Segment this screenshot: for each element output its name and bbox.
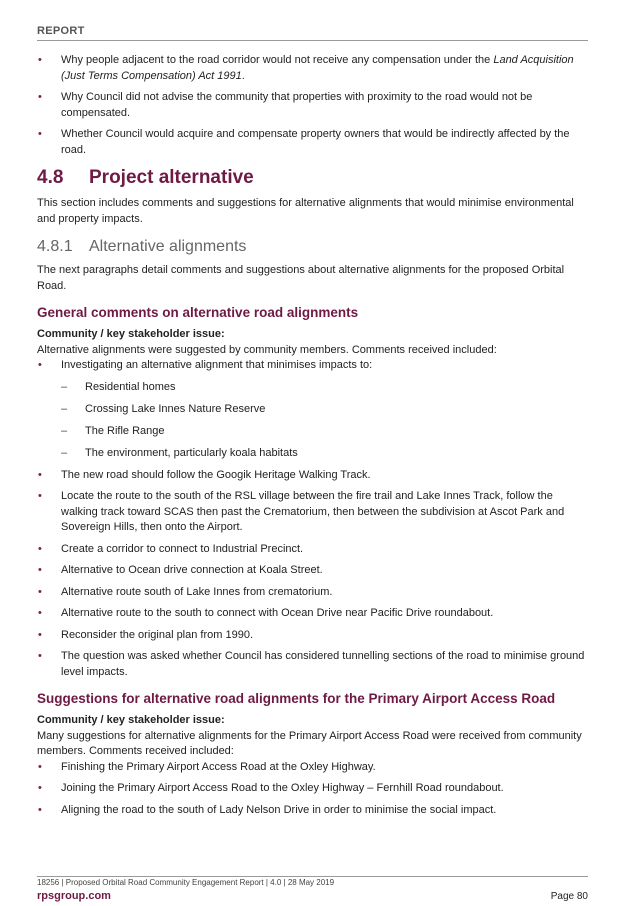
act-title: Land Acquisition (Just Terms Compensation) Act 1991 xyxy=(61,54,574,82)
list-item xyxy=(37,90,588,121)
dash-icon: – xyxy=(61,380,68,393)
bullet-icon: • xyxy=(38,542,42,555)
subsection-heading-4-8-1 xyxy=(37,237,588,257)
bullet-icon: • xyxy=(38,628,42,641)
sub-item-text: The Rifle Range xyxy=(85,424,165,437)
list-item xyxy=(37,585,588,601)
bullet-icon: • xyxy=(38,607,42,619)
list-item xyxy=(37,649,588,680)
bullet-text: Joining the Primary Airport Access Road to the Oxley Highway – Fernhill Road roundabout. xyxy=(61,782,504,794)
bullet-icon: • xyxy=(38,468,42,481)
bullet-icon: • xyxy=(38,803,42,816)
sub-item-text: The environment, particularly koala habitats xyxy=(85,446,298,459)
bullet-text: The new road should follow the Googik Heritage Walking Track. xyxy=(61,468,371,481)
bullet-text: Whether Council would acquire and compensate property owners that would be indirectly affected by the road. xyxy=(61,128,570,156)
section-heading-4-8 xyxy=(37,166,588,190)
footer-document-info: 18256 | Proposed Orbital Road Community Engagement Report | 4.0 | 28 May 2019 xyxy=(37,878,335,887)
list-item xyxy=(37,781,588,797)
bullet-icon: • xyxy=(38,359,42,371)
header-divider xyxy=(37,40,588,41)
bullet-text: Alternative route south of Lake Innes from crematorium. xyxy=(61,585,333,598)
sub-list-item xyxy=(37,424,588,440)
page-number: Page 80 xyxy=(550,891,588,902)
airport-intro: Many suggestions for alternative alignments for the Primary Airport Access Road were received from community members. Comments received included: xyxy=(37,729,582,757)
list-item xyxy=(37,563,588,579)
sub-item-text: Residential homes xyxy=(85,380,176,393)
bullet-icon: • xyxy=(38,490,42,502)
footer-divider xyxy=(37,876,588,877)
list-item xyxy=(37,628,588,644)
list-item xyxy=(37,468,588,484)
page-body xyxy=(37,53,588,824)
subsection-number: 4.8.1 xyxy=(37,238,73,255)
dash-icon: – xyxy=(61,402,68,415)
subsection-body: The next paragraphs detail comments and suggestions about alternative alignments for the proposed Orbital Road. xyxy=(37,264,565,292)
bullet-icon: • xyxy=(38,128,42,140)
bullet-text: Investigating an alternative alignment that minimises impacts to: xyxy=(61,359,373,371)
bullet-icon: • xyxy=(38,564,42,576)
bullet-text: Locate the route to the south of the RSL village between the fire trail and Lake Innes Track, follow the walking track toward SCAS then past the Crematorium, then between the subdivision at Ascot Park and Sovereign Hills, then onto the Airport. xyxy=(61,490,565,533)
bullet-icon: • xyxy=(38,650,42,662)
bullet-text: Create a corridor to connect to Industrial Precinct. xyxy=(61,542,304,555)
dash-icon: – xyxy=(61,424,68,437)
sub-list-item xyxy=(37,446,588,462)
bullet-text: Finishing the Primary Airport Access Road at the Oxley Highway. xyxy=(61,760,376,773)
section-title: Project alternative xyxy=(89,167,254,188)
list-item xyxy=(37,606,588,622)
stakeholder-issue-label: Community / key stakeholder issue: xyxy=(37,714,225,726)
footer-site-link[interactable]: rpsgroup.com xyxy=(37,890,111,902)
bullet-text: Aligning the road to the south of Lady Nelson Drive in order to minimise the social impact. xyxy=(61,803,497,816)
list-item xyxy=(37,489,588,536)
bullet-icon: • xyxy=(38,54,42,66)
list-item xyxy=(37,803,588,819)
bullet-text: The question was asked whether Council has considered tunnelling sections of the road to minimise ground level impacts. xyxy=(61,650,585,678)
bullet-icon: • xyxy=(38,585,42,598)
section-number: 4.8 xyxy=(37,167,64,188)
bullet-text: Reconsider the original plan from 1990. xyxy=(61,628,254,641)
stakeholder-issue-label: Community / key stakeholder issue: xyxy=(37,328,225,340)
general-comments-heading: General comments on alternative road alignments xyxy=(37,305,359,320)
list-item xyxy=(37,542,588,558)
bullet-text: Why people adjacent to the road corridor would not receive any compensation under the Land Acquisition (Just Terms Compensation) Act 1991. xyxy=(61,54,574,82)
list-item xyxy=(37,760,588,776)
sub-list-item xyxy=(37,402,588,418)
sub-item-text: Crossing Lake Innes Nature Reserve xyxy=(85,402,266,415)
airport-access-heading: Suggestions for alternative road alignments for the Primary Airport Access Road xyxy=(37,691,556,706)
bullet-text: Alternative route to the south to connect with Ocean Drive near Pacific Drive roundabout. xyxy=(61,607,494,619)
running-header: REPORT xyxy=(37,25,85,37)
bullet-icon: • xyxy=(38,782,42,794)
bullet-text: Why Council did not advise the community that properties with proximity to the road would not be compensated. xyxy=(61,91,533,119)
general-intro: Alternative alignments were suggested by community members. Comments received included: xyxy=(37,343,497,356)
bullet-icon: • xyxy=(38,91,42,103)
sub-list-item xyxy=(37,380,588,396)
section-body: This section includes comments and suggestions for alternative alignments that would minimise environmental and property impacts. xyxy=(37,197,574,225)
bullet-icon: • xyxy=(38,760,42,773)
list-item xyxy=(37,53,588,84)
list-item xyxy=(37,127,588,158)
list-item xyxy=(37,358,588,374)
subsection-title: Alternative alignments xyxy=(89,238,247,255)
dash-icon: – xyxy=(61,446,68,459)
bullet-text: Alternative to Ocean drive connection at Koala Street. xyxy=(61,564,323,576)
